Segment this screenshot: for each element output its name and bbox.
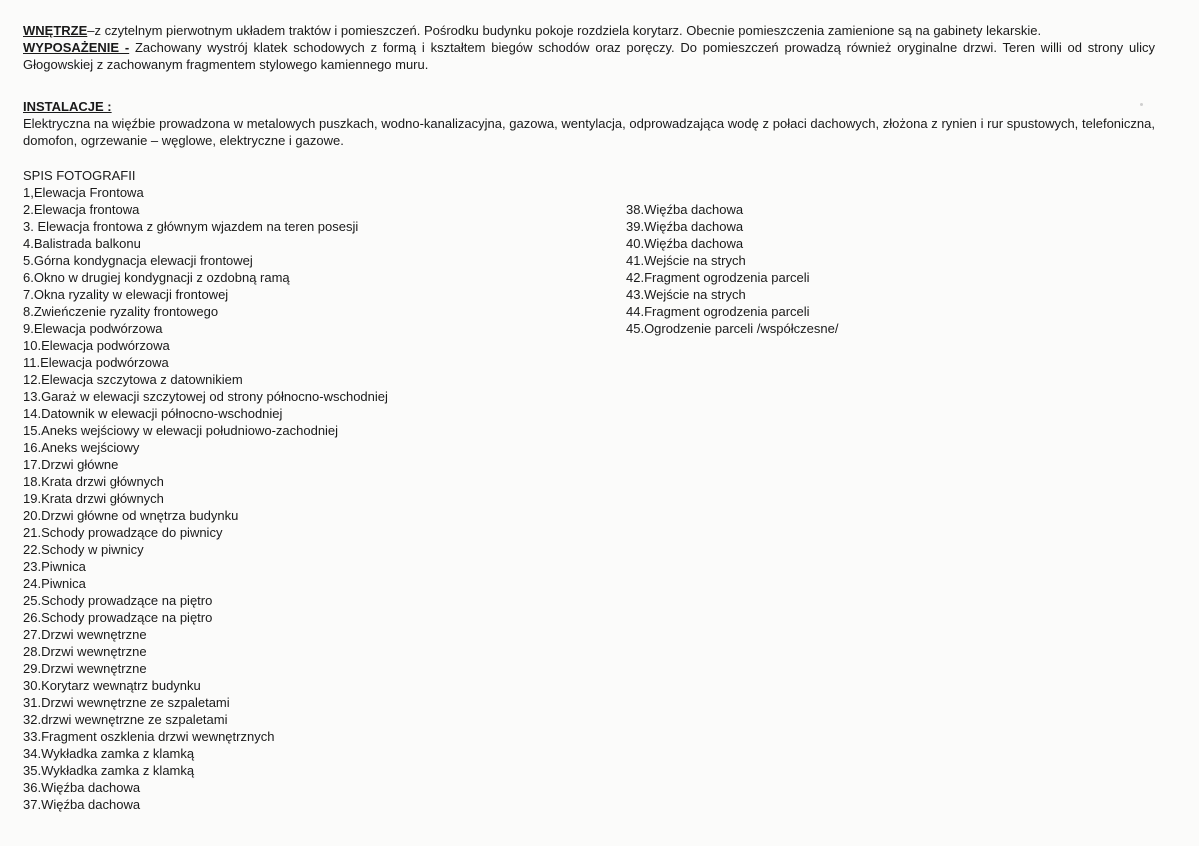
photo-list-item: 31.Drzwi wewnętrzne ze szpaletami [23, 695, 230, 710]
photo-list-item: 27.Drzwi wewnętrzne [23, 627, 147, 642]
photo-list-item: 20.Drzwi główne od wnętrza budynku [23, 508, 239, 523]
photo-list-item: 26.Schody prowadzące na piętro [23, 610, 213, 625]
photo-list-item: 23.Piwnica [23, 559, 86, 574]
furnishing-text: Zachowany wystrój klatek schodowych z formą i kształtem biegów schodów oraz poręczy. Do pomieszczeń prowadzą również oryginalne drzwi. Teren willi od strony ulicy Głogowskiej z zachowanym fragmentem stylowego kamiennego muru. [23, 40, 1155, 72]
photo-list-item: 37.Więźba dachowa [23, 797, 141, 812]
photo-list-item: 1,Elewacja Frontowa [23, 185, 144, 200]
interior-paragraph [23, 22, 1155, 39]
photo-list-item: 35.Wykładka zamka z klamką [23, 763, 195, 778]
photo-list-item: 6.Okno w drugiej kondygnacji z ozdobną ramą [23, 270, 290, 285]
photo-list-item: 17.Drzwi główne [23, 457, 119, 472]
photo-list-title: SPIS FOTOGRAFII [23, 168, 136, 183]
photo-list-item: 24.Piwnica [23, 576, 86, 591]
furnishing-paragraph [23, 39, 1155, 73]
installations-text: Elektryczna na więźbie prowadzona w metalowych puszkach, wodno-kanalizacyjna, gazowa, wentylacja, odprowadzająca wodę z połaci dachowych, złożona z rynien i rur spustowych, telefoniczna, domofon, ogrzewanie – węglowe, elektryczne i gazowe. [23, 116, 1155, 148]
photo-list-item: 12.Elewacja szczytowa z datownikiem [23, 372, 243, 387]
photo-list-item: 38.Więźba dachowa [626, 202, 744, 217]
photo-list-item: 30.Korytarz wewnątrz budynku [23, 678, 201, 693]
photo-list-item: 8.Zwieńczenie ryzality frontowego [23, 304, 219, 319]
photo-list-item: 9.Elewacja podwórzowa [23, 321, 163, 336]
furnishing-heading: WYPOSAŻENIE - [23, 40, 130, 55]
photo-list-item: 32.drzwi wewnętrzne ze szpaletami [23, 712, 228, 727]
photo-list-item: 36.Więźba dachowa [23, 780, 141, 795]
photo-list-item: 14.Datownik w elewacji północno-wschodniej [23, 406, 283, 421]
photo-list-item: 2.Elewacja frontowa [23, 202, 140, 217]
photo-list-item: 45.Ogrodzenie parceli /współczesne/ [626, 321, 839, 336]
photo-list-item: 39.Więźba dachowa [626, 219, 744, 234]
photo-list-left-column [23, 184, 388, 813]
photo-list-item: 7.Okna ryzality w elewacji frontowej [23, 287, 229, 302]
photo-list-item: 18.Krata drzwi głównych [23, 474, 164, 489]
photo-list-item: 40.Więźba dachowa [626, 236, 744, 251]
photo-list-item: 15.Aneks wejściowy w elewacji południowo-zachodniej [23, 423, 339, 438]
interior-description [23, 22, 1155, 73]
photo-list-item: 44.Fragment ogrodzenia parceli [626, 304, 810, 319]
photo-list-item: 10.Elewacja podwórzowa [23, 338, 170, 353]
photo-list-item: 21.Schody prowadzące do piwnicy [23, 525, 223, 540]
photo-list-item: 22.Schody w piwnicy [23, 542, 144, 557]
photo-list-item: 13.Garaż w elewacji szczytowej od strony północno-wschodniej [23, 389, 388, 404]
photo-list-item: 11.Elewacja podwórzowa [23, 355, 169, 370]
photo-list-item: 3. Elewacja frontowa z głównym wjazdem na teren posesji [23, 219, 359, 234]
interior-heading: WNĘTRZE [23, 23, 88, 38]
photo-list-item: 34.Wykładka zamka z klamką [23, 746, 195, 761]
photo-list-item: 5.Górna kondygnacja elewacji frontowej [23, 253, 253, 268]
installations-heading: INSTALACJE : [23, 99, 112, 114]
interior-text: –z czytelnym pierwotnym układem traktów i pomieszczeń. Pośrodku budynku pokoje rozdziela korytarz. Obecnie pomieszczenia zamienione są na gabinety lekarskie. [87, 23, 1042, 38]
photo-list-item: 16.Aneks wejściowy [23, 440, 140, 455]
photo-list-item: 29.Drzwi wewnętrzne [23, 661, 147, 676]
photo-list-item: 42.Fragment ogrodzenia parceli [626, 270, 810, 285]
photo-list-item: 28.Drzwi wewnętrzne [23, 644, 147, 659]
photo-list-item: 43.Wejście na strych [626, 287, 746, 302]
scan-speck [1140, 103, 1143, 106]
photo-list-item: 33.Fragment oszklenia drzwi wewnętrznych [23, 729, 275, 744]
photo-list-item: 41.Wejście na strych [626, 253, 746, 268]
photo-list-right-column [626, 201, 838, 337]
installations-section [23, 98, 1155, 149]
photo-list-item: 19.Krata drzwi głównych [23, 491, 164, 506]
photo-list-item: 4.Balistrada balkonu [23, 236, 141, 251]
photo-list-item: 25.Schody prowadzące na piętro [23, 593, 213, 608]
